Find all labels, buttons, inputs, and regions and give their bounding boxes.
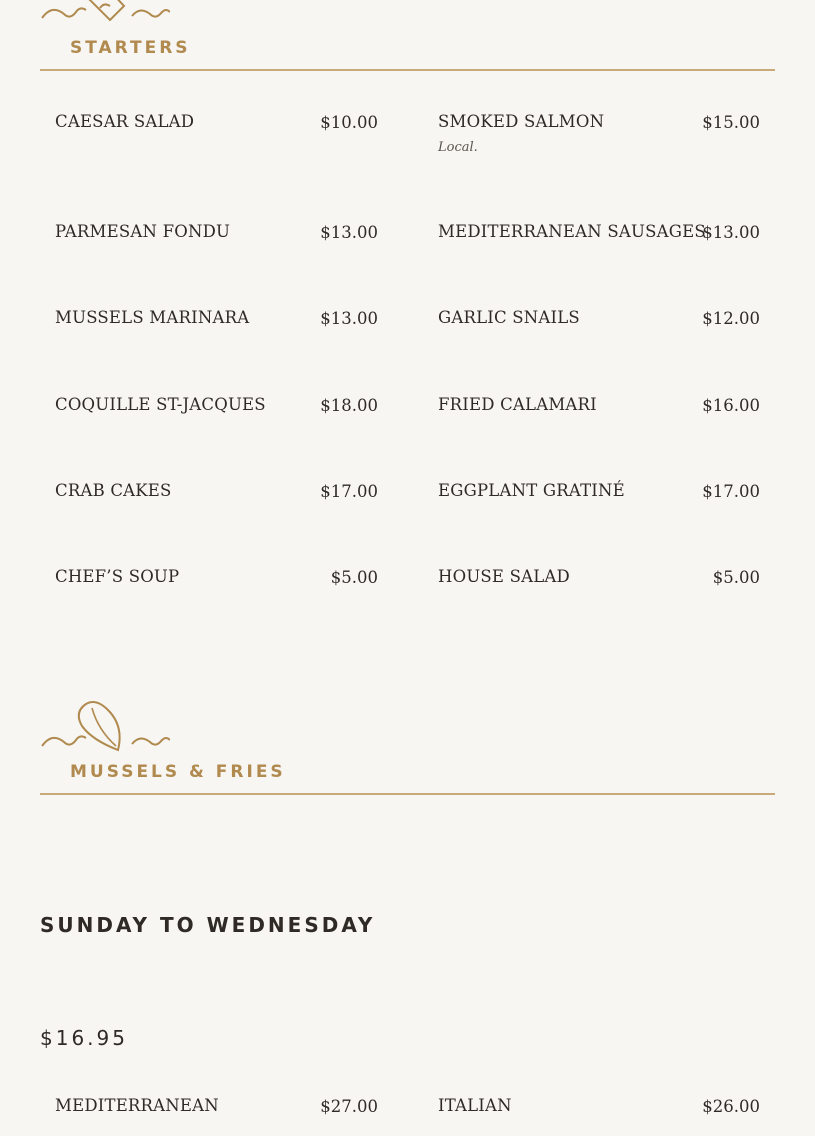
menu-item-price: $13.00 xyxy=(320,309,378,328)
menu-item xyxy=(55,567,378,607)
menu-item-price: $15.00 xyxy=(702,113,760,132)
menu-item-name: ITALIAN xyxy=(438,1096,512,1115)
menu-item-name: GARLIC SNAILS xyxy=(438,308,580,327)
menu-item-price: $5.00 xyxy=(330,568,378,587)
starters-section-header xyxy=(40,0,775,71)
menu-item xyxy=(55,395,378,435)
menu-item-name: MUSSELS MARINARA xyxy=(55,308,250,327)
menu-item-price: $17.00 xyxy=(320,482,378,501)
set-price: $16.95 xyxy=(40,1026,128,1050)
menu-item xyxy=(438,1096,760,1136)
menu-item-price: $18.00 xyxy=(320,396,378,415)
menu-item-name: HOUSE SALAD xyxy=(438,567,570,586)
wine-icon xyxy=(40,0,170,26)
menu-item-name: FRIED CALAMARI xyxy=(438,395,597,414)
menu-item-price: $16.00 xyxy=(702,396,760,415)
mussels-section-header xyxy=(40,698,775,798)
menu-item xyxy=(438,222,760,262)
starters-title: STARTERS xyxy=(70,38,191,58)
mussels-divider xyxy=(40,793,775,795)
menu-item-name: PARMESAN FONDU xyxy=(55,222,231,241)
menu-item-name: COQUILLE ST-JACQUES xyxy=(55,395,266,414)
menu-item-price: $13.00 xyxy=(320,223,378,242)
menu-item-price: $27.00 xyxy=(320,1097,378,1116)
schedule-heading: SUNDAY TO WEDNESDAY xyxy=(40,913,376,937)
menu-item xyxy=(55,112,378,152)
menu-item-price: $26.00 xyxy=(702,1097,760,1116)
menu-item xyxy=(438,308,760,348)
menu-item-price: $12.00 xyxy=(702,309,760,328)
mussel-icon xyxy=(40,698,170,754)
menu-item-name: MEDITERRANEAN xyxy=(55,1096,219,1115)
menu-item xyxy=(55,308,378,348)
menu-item-name: CHEF’S SOUP xyxy=(55,567,180,586)
menu-item-name: SMOKED SALMON xyxy=(438,112,605,131)
menu-item-description: Local. xyxy=(438,140,478,155)
menu-item-price: $5.00 xyxy=(712,568,760,587)
menu-item-price: $13.00 xyxy=(702,223,760,242)
menu-item-name: EGGPLANT GRATINÉ xyxy=(438,481,625,500)
menu-item-name: MEDITERRANEAN SAUSAGES xyxy=(438,222,706,241)
menu-item-price: $10.00 xyxy=(320,113,378,132)
menu-item-price: $17.00 xyxy=(702,482,760,501)
menu-item xyxy=(55,481,378,521)
mussels-title: MUSSELS & FRIES xyxy=(70,762,286,782)
menu-item xyxy=(55,222,378,262)
menu-item xyxy=(438,567,760,607)
starters-divider xyxy=(40,69,775,71)
menu-item-name: CAESAR SALAD xyxy=(55,112,195,131)
menu-item xyxy=(438,395,760,435)
menu-item xyxy=(438,112,760,155)
menu-item xyxy=(438,481,760,521)
menu-item-name: CRAB CAKES xyxy=(55,481,172,500)
menu-item xyxy=(55,1096,378,1136)
